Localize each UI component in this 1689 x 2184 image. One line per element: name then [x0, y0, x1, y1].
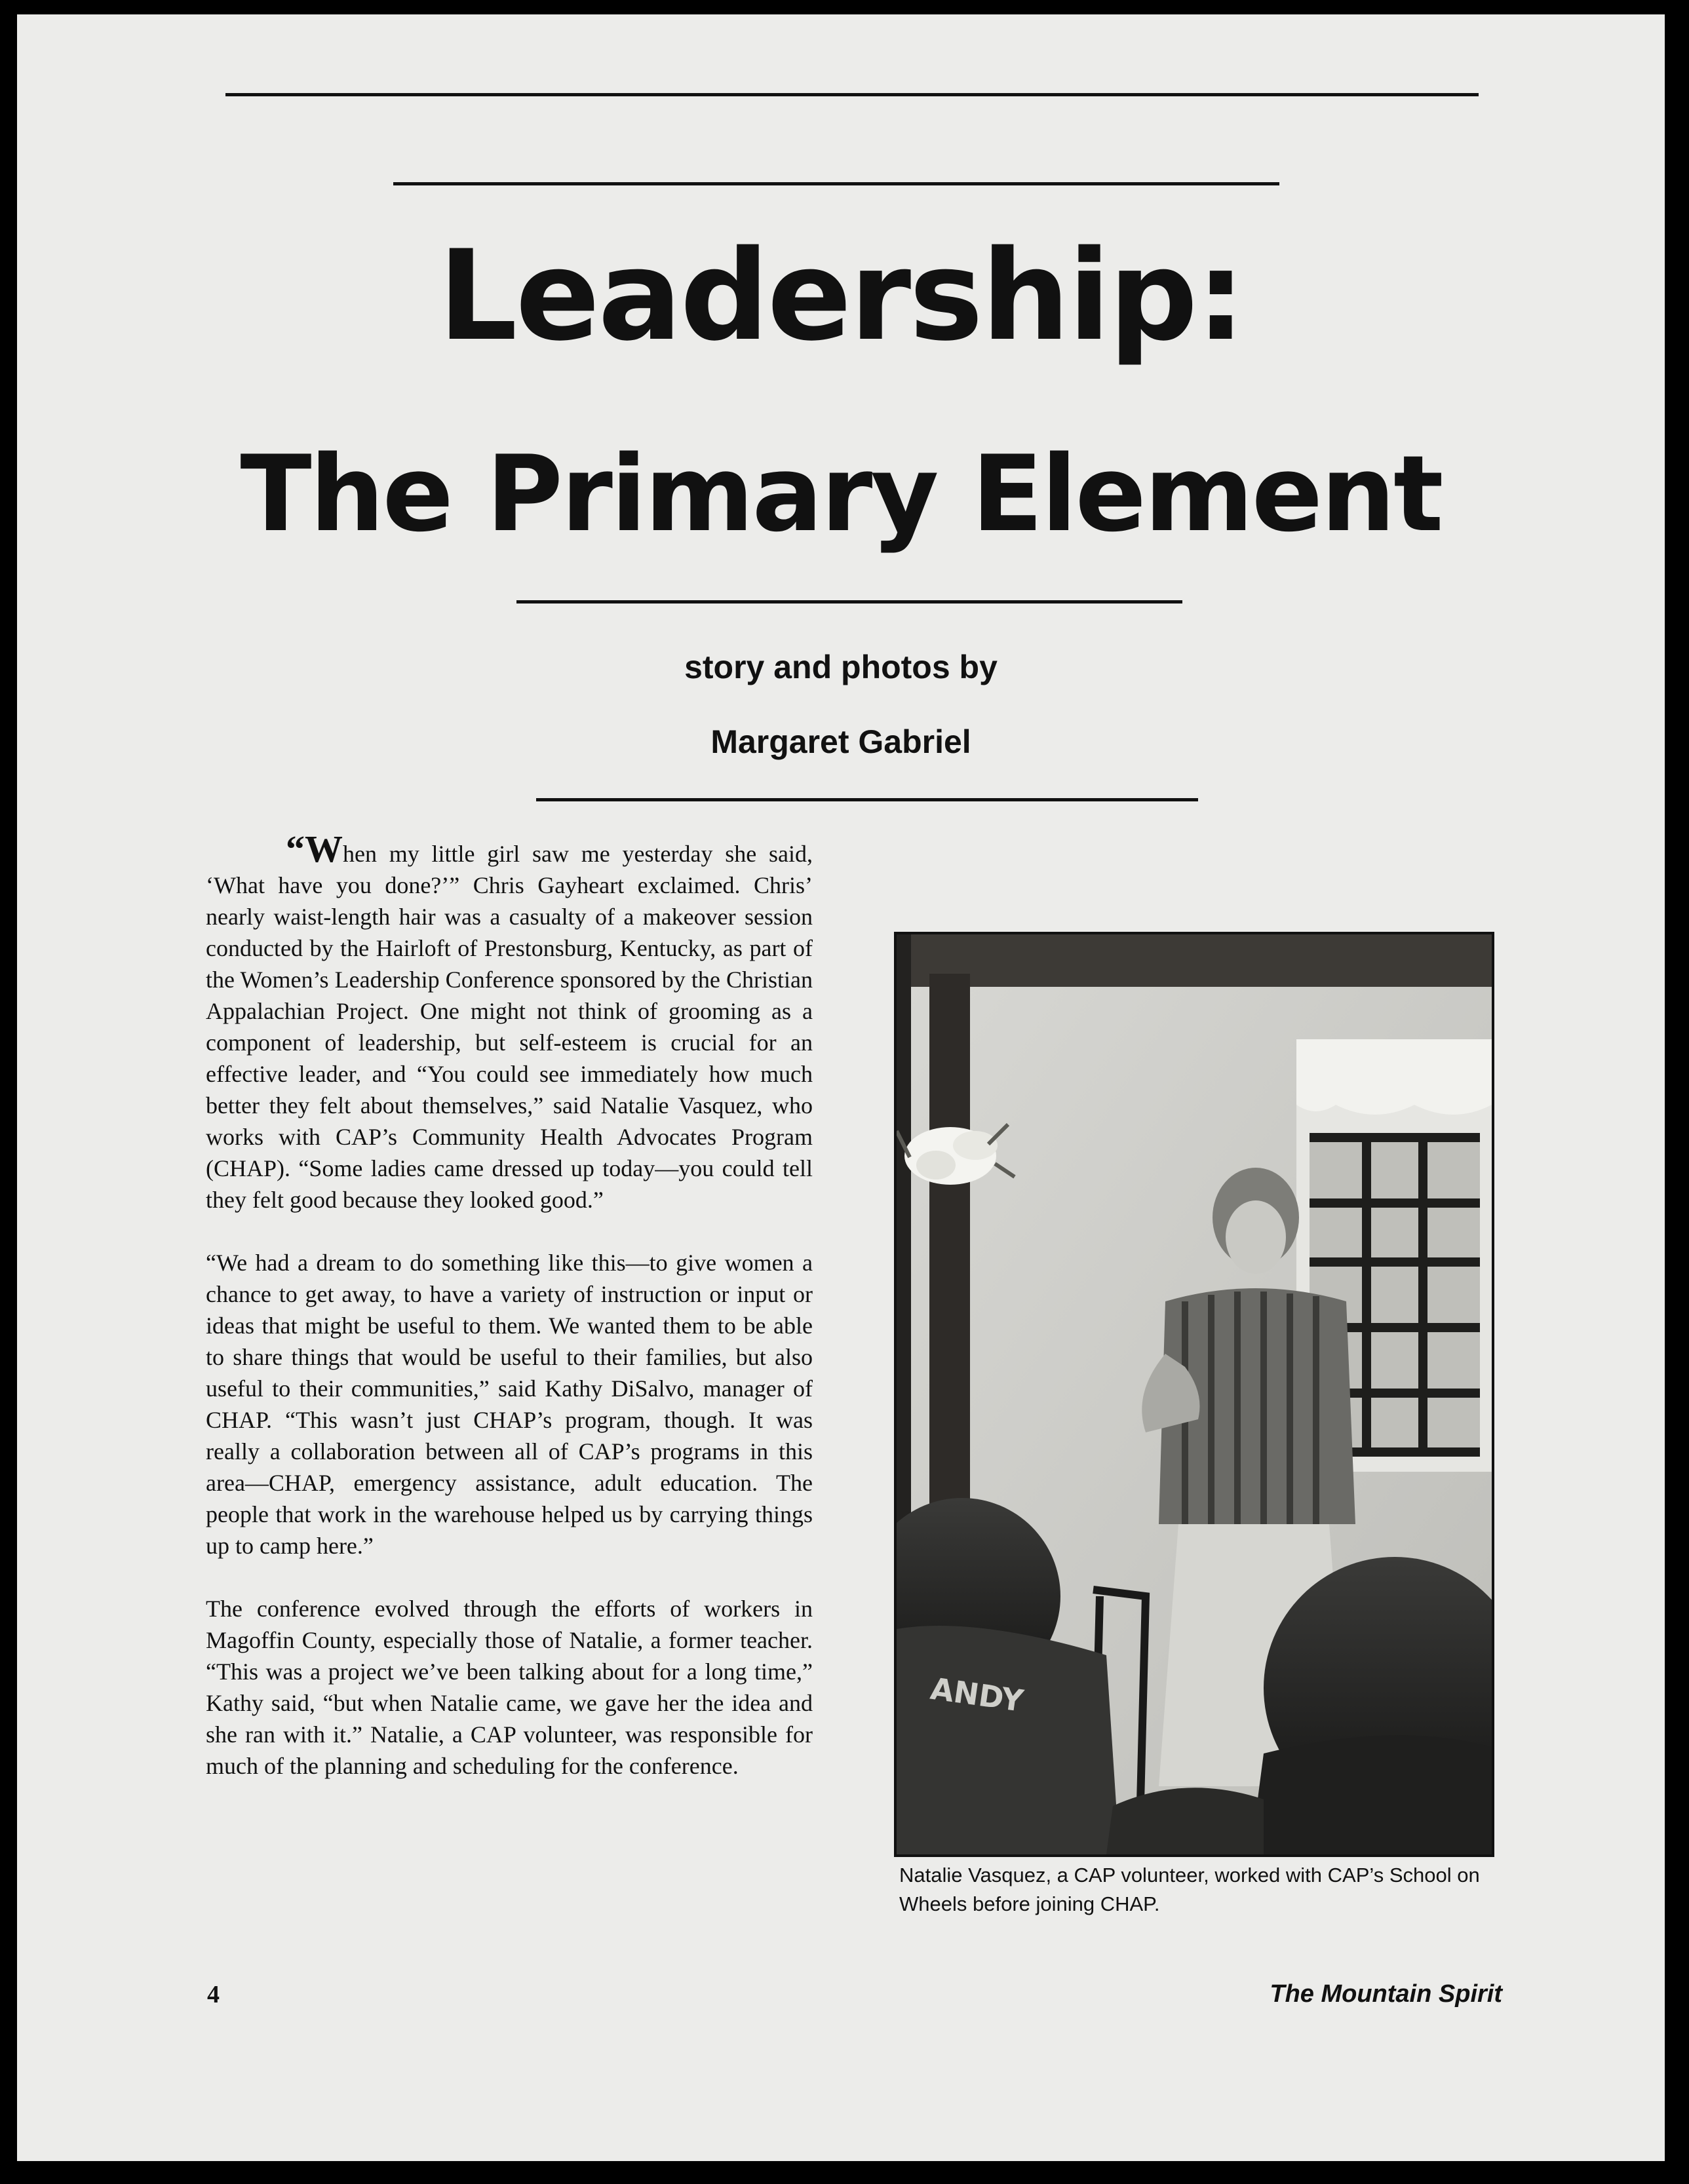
ceiling-beam — [897, 934, 1492, 987]
paragraph-3: The conference evolved through the efforts of workers in Magoffin County, especially those of Natalie, a former teacher. “This was a project we’ve been talking about for a long time,” Kathy said, “but when Natalie came, we gave her the idea and she ran with it.” Natalie, a CAP volunteer, was responsible for much of the planning and scheduling for the conference. — [206, 1596, 813, 1779]
paragraph-1 — [206, 828, 813, 1216]
magazine-name: The Mountain Spirit — [1270, 1980, 1502, 2008]
top-rule — [225, 93, 1479, 96]
article-title-line1: Leadership: — [438, 223, 1244, 368]
photo-caption: Natalie Vasquez, a CAP volunteer, worked with CAP’s School on Wheels before joining CHAP. — [899, 1864, 1480, 1915]
byline-bottom-rule — [536, 798, 1198, 801]
drop-cap: “W — [286, 828, 343, 870]
magazine-page — [17, 14, 1665, 2161]
title-top-rule — [393, 182, 1279, 185]
page-number: 4 — [207, 1981, 220, 2008]
article-body — [206, 828, 813, 1813]
photo-illustration — [897, 934, 1492, 1854]
article-title-line2: The Primary Element — [240, 432, 1442, 555]
title-bottom-rule — [516, 600, 1182, 603]
paragraph-2: “We had a dream to do something like this—to give women a chance to get away, to have a variety of instruction or input or ideas that might be useful to them. We wanted them to be able to share things that would be useful to their families, but also useful to their communities,” said Kathy DiSalvo, manager of CHAP. “This wasn’t just CHAP’s program, though. It was really a collaboration between all of CAP’s programs in this area—CHAP, emergency assistance, adult education. The people that work in the warehouse helped us by carrying things up to camp here.” — [206, 1250, 813, 1559]
byline-author: Margaret Gabriel — [710, 723, 971, 760]
article-photo — [894, 932, 1494, 1857]
byline-label: story and photos by — [684, 649, 998, 685]
shirt-lettering: ANDY — [928, 1670, 1026, 1719]
paragraph-1-text: hen my little girl saw me yesterday she said, ‘What have you done?’” Chris Gayheart exclaimed. Chris’ nearly waist-length hair was a casualty of a makeover session conducted by the Hairloft of Prestonsburg, Kentucky, as part of the Women’s Leadership Conference sponsored by the Christian Appalachian Project. One might not think of grooming as a component of leadership, but self-esteem is crucial for an effective leader, and “You could see immediately how much better they felt about themselves,” said Natalie Vasquez, who works with CAP’s Community Health Advocates Program (CHAP). “Some ladies came dressed up today—you could tell they felt good because they looked good.” — [206, 841, 813, 1213]
